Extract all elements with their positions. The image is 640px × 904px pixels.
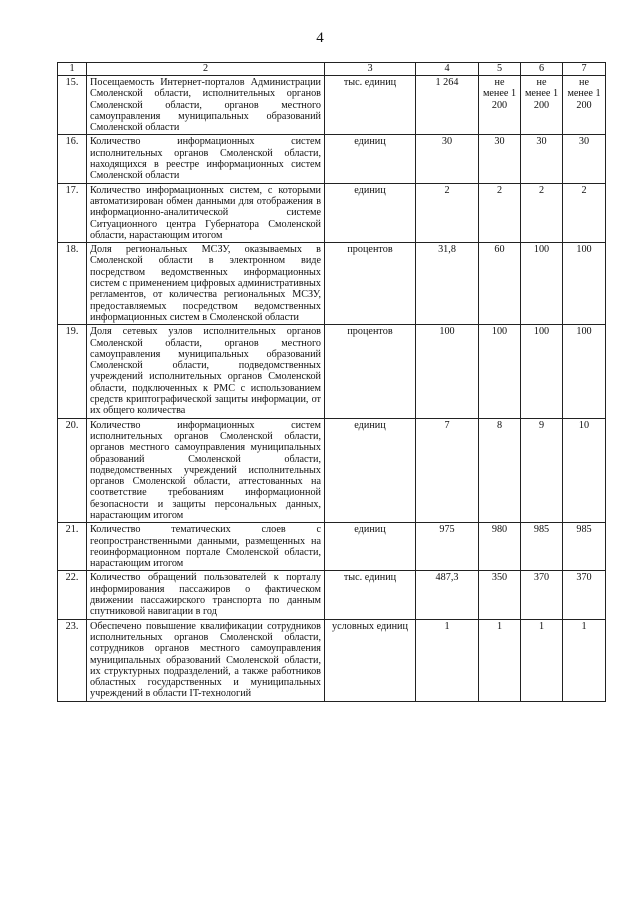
value-col4: 7 xyxy=(416,418,479,523)
value-col6: 2 xyxy=(521,183,563,242)
indicator-description: Количество информационных систем исполнительных органов Смоленской области, находящихся в реестре информационных систем Смоленской области xyxy=(87,135,325,183)
value-col4: 31,8 xyxy=(416,243,479,325)
unit-cell: единиц xyxy=(325,523,416,571)
value-col4: 2 xyxy=(416,183,479,242)
row-number: 18. xyxy=(58,243,87,325)
value-col5: 2 xyxy=(479,183,521,242)
value-col4: 1 xyxy=(416,619,479,701)
table-row xyxy=(58,418,606,523)
row-number: 20. xyxy=(58,418,87,523)
value-col4: 487,3 xyxy=(416,571,479,619)
value-col6: 9 xyxy=(521,418,563,523)
indicator-description: Количество обращений пользователей к порталу информирования пассажиров о фактическом движении пассажирского транспорта по данным спутниковой навигации в год xyxy=(87,571,325,619)
column-header: 2 xyxy=(87,63,325,76)
value-col6: 100 xyxy=(521,325,563,418)
indicator-description: Доля сетевых узлов исполнительных органов Смоленской области, органов местного самоуправления муниципальных образований Смоленской области, подведомственных учреждений исполнительных органов Смоленской области, подключенных к РМС с использованием средств криптографической защиты информации, от их общего количества xyxy=(87,325,325,418)
value-col7: 1 xyxy=(563,619,606,701)
value-col6: 100 xyxy=(521,243,563,325)
value-col5: не менее 1 200 xyxy=(479,76,521,135)
table-row xyxy=(58,76,606,135)
indicator-description: Обеспечено повышение квалификации сотрудников исполнительных органов Смоленской области, сотрудников органов местного самоуправления муниципальных образований Смоленской области, их структурных подразделений, а также работников областных государственных и муниципальных учреждений в области IT-технологий xyxy=(87,619,325,701)
unit-cell: единиц xyxy=(325,183,416,242)
value-col4: 30 xyxy=(416,135,479,183)
column-header: 1 xyxy=(58,63,87,76)
column-header: 7 xyxy=(563,63,606,76)
indicator-description: Количество информационных систем, с которыми автоматизирован обмен данными для отображения в информационно-аналитической системе Ситуационного центра Губернатора Смоленской области, нарастающим итогом xyxy=(87,183,325,242)
table-row xyxy=(58,183,606,242)
value-col7: 10 xyxy=(563,418,606,523)
value-col4: 1 264 xyxy=(416,76,479,135)
indicator-description: Доля региональных МСЗУ, оказываемых в Смоленской области в электронном виде посредством ведомственных информационных систем с применением цифровых административных регламентов, от количества региональных МСЗУ, предоставляемых посредством ведомственных информационных систем в Смоленской области xyxy=(87,243,325,325)
table-row xyxy=(58,619,606,701)
row-number: 16. xyxy=(58,135,87,183)
column-header: 5 xyxy=(479,63,521,76)
value-col5: 60 xyxy=(479,243,521,325)
row-number: 21. xyxy=(58,523,87,571)
value-col4: 100 xyxy=(416,325,479,418)
indicator-description: Количество тематических слоев с геопространственными данными, размещенных на геоинформационном портале Смоленской области, нарастающим итогом xyxy=(87,523,325,571)
row-number: 15. xyxy=(58,76,87,135)
value-col7: 30 xyxy=(563,135,606,183)
value-col5: 350 xyxy=(479,571,521,619)
table-row xyxy=(58,243,606,325)
unit-cell: единиц xyxy=(325,418,416,523)
value-col7: 2 xyxy=(563,183,606,242)
unit-cell: тыс. единиц xyxy=(325,76,416,135)
value-col7: не менее 1 200 xyxy=(563,76,606,135)
indicator-description: Количество информационных систем исполнительных органов Смоленской области, органов местного самоуправления муниципальных образований Смоленской области, подведомственных учреждений исполнительных органов Смоленской области, аттестованных на соответствие требованиям информационной безопасности и защиты персональных данных, нарастающим итогом xyxy=(87,418,325,523)
column-header: 6 xyxy=(521,63,563,76)
table-row xyxy=(58,325,606,418)
row-number: 19. xyxy=(58,325,87,418)
value-col7: 100 xyxy=(563,243,606,325)
value-col6: 1 xyxy=(521,619,563,701)
value-col5: 30 xyxy=(479,135,521,183)
value-col6: не менее 1 200 xyxy=(521,76,563,135)
table-row xyxy=(58,523,606,571)
table-header-row xyxy=(58,63,606,76)
value-col7: 100 xyxy=(563,325,606,418)
unit-cell: тыс. единиц xyxy=(325,571,416,619)
value-col7: 370 xyxy=(563,571,606,619)
value-col5: 1 xyxy=(479,619,521,701)
indicators-table xyxy=(57,62,606,702)
value-col7: 985 xyxy=(563,523,606,571)
value-col6: 370 xyxy=(521,571,563,619)
value-col5: 100 xyxy=(479,325,521,418)
unit-cell: процентов xyxy=(325,243,416,325)
column-header: 3 xyxy=(325,63,416,76)
row-number: 23. xyxy=(58,619,87,701)
value-col6: 985 xyxy=(521,523,563,571)
unit-cell: условных единиц xyxy=(325,619,416,701)
row-number: 17. xyxy=(58,183,87,242)
unit-cell: процентов xyxy=(325,325,416,418)
value-col6: 30 xyxy=(521,135,563,183)
value-col5: 8 xyxy=(479,418,521,523)
value-col4: 975 xyxy=(416,523,479,571)
table-row xyxy=(58,135,606,183)
table-row xyxy=(58,571,606,619)
unit-cell: единиц xyxy=(325,135,416,183)
row-number: 22. xyxy=(58,571,87,619)
page-number: 4 xyxy=(316,30,324,46)
value-col5: 980 xyxy=(479,523,521,571)
column-header: 4 xyxy=(416,63,479,76)
indicator-description: Посещаемость Интернет-порталов Администрации Смоленской области, исполнительных органов Смоленской области, органов местного самоуправления муниципальных образований Смоленской области xyxy=(87,76,325,135)
